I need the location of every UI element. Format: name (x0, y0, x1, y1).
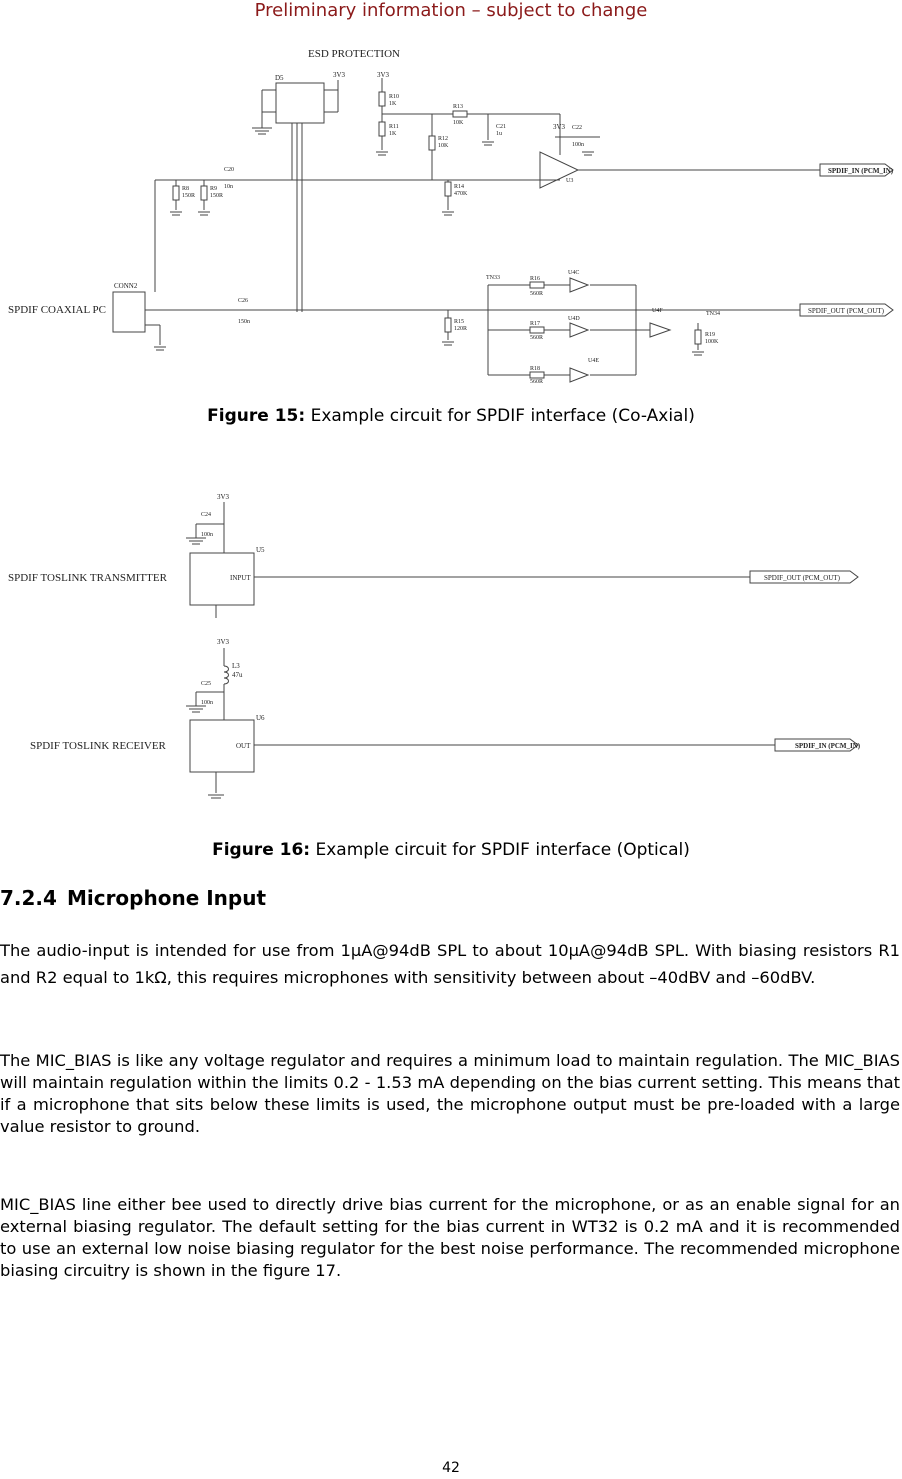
r12-label: R12 (438, 136, 449, 142)
r12-value: 10K (438, 143, 449, 149)
r8-value: 150R (182, 193, 196, 199)
page-number: 42 (442, 1460, 460, 1476)
figure-16-caption-text: Example circuit for SPDIF interface (Optical) (310, 840, 690, 860)
r15-label: R15 (454, 319, 465, 325)
c26-value: 150n (238, 319, 250, 325)
figure-16-caption (0, 840, 902, 860)
r17-value: 560R (530, 335, 544, 341)
c20-value: 10n (224, 184, 233, 190)
c20-label: C20 (224, 167, 235, 173)
receiver-label: SPDIF TOSLINK RECEIVER (30, 740, 166, 752)
c25-label: C25 (201, 681, 212, 687)
r14-label: R14 (454, 184, 465, 190)
r19-value: 100K (705, 339, 719, 345)
v3-label: 3V3 (217, 493, 230, 501)
tn34-label: TN34 (706, 311, 720, 317)
c25-value: 100n (201, 700, 213, 706)
u4f-label: U4F (652, 308, 663, 314)
paragraph: MIC_BIAS line either bee used to directly drive bias current for the microphone, or as an enable signal for an external biasing regulator. The default setting for the bias current in WT32 is 0.2 mA and it is recommended to use an external low noise biasing regulator for the best noise performance. The recommended microphone biasing circuitry is shown in the figure 17. (0, 1195, 900, 1280)
spdif-in-tag: SPDIF_IN (PCM_IN) (795, 742, 861, 750)
c26-label: C26 (238, 298, 249, 304)
u6-label: U6 (256, 714, 265, 722)
c22-value: 100n (572, 142, 584, 148)
v3-label: 3V3 (377, 71, 390, 79)
coax-label: SPDIF COAXIAL PC (8, 304, 107, 316)
conn2-label: CONN2 (114, 282, 138, 290)
section-heading (0, 886, 266, 910)
out-pin-label: OUT (236, 742, 251, 750)
esd-protection-label: ESD PROTECTION (308, 48, 400, 60)
u4d-label: U4D (568, 316, 580, 322)
r19-label: R19 (705, 332, 716, 338)
figure-15-schematic (0, 40, 902, 385)
tn33-label: TN33 (486, 275, 500, 281)
spdif-out-tag: SPDIF_OUT (PCM_OUT) (808, 307, 884, 315)
r13-label: R13 (453, 104, 464, 110)
v3-label: 3V3 (333, 71, 346, 79)
spdif-out-tag: SPDIF_OUT (PCM_OUT) (764, 574, 840, 582)
r10-label: R10 (389, 94, 400, 100)
paragraph: The MIC_BIAS is like any voltage regulator and requires a minimum load to maintain regulation. The MIC_BIAS will maintain regulation within the limits 0.2 - 1.53 mA depending on the bias current setting. This means that if a microphone that sits below these limits is used, the microphone output must be pre-loaded with a large value resistor to ground. (0, 1051, 900, 1136)
r14-value: 470K (454, 191, 468, 197)
l3-value: 47u (232, 671, 243, 679)
v3-label: 3V3 (553, 123, 566, 131)
r9-value: 150R (210, 193, 224, 199)
c22-label: C22 (572, 125, 583, 131)
r8-label: R8 (182, 186, 190, 192)
c24-label: C24 (201, 512, 212, 518)
figure-15-caption-text: Example circuit for SPDIF interface (Co-Axial) (305, 406, 695, 426)
figure-16-caption-label: Figure 16: (212, 840, 311, 860)
r18-value: 560R (530, 379, 544, 385)
u4c-label: U4C (568, 270, 580, 276)
d5-label: D5 (275, 74, 284, 82)
figure-15-caption (0, 406, 902, 426)
u5-label: U5 (256, 546, 265, 554)
spdif-in-tag: SPDIF_IN (PCM_IN) (828, 167, 894, 175)
section-title: Microphone Input (66, 886, 267, 910)
r11-label: R11 (389, 124, 399, 130)
c24-value: 100n (201, 532, 213, 538)
u3-label: U3 (566, 178, 574, 184)
r13-value: 10K (453, 120, 464, 126)
r16-label: R16 (530, 276, 541, 282)
l3-label: L3 (232, 662, 240, 670)
input-pin-label: INPUT (230, 574, 251, 582)
r18-label: R18 (530, 366, 541, 372)
r15-value: 120R (454, 326, 468, 332)
transmitter-label: SPDIF TOSLINK TRANSMITTER (8, 572, 167, 584)
c21-label: C21 (496, 124, 507, 130)
c21-value: 1u (496, 131, 502, 137)
r17-label: R17 (530, 321, 541, 327)
r11-value: 1K (389, 131, 397, 137)
v3-label: 3V3 (217, 638, 230, 646)
u4e-label: U4E (588, 358, 599, 364)
figure-16-schematic (0, 488, 902, 808)
paragraph: The audio-input is intended for use from 1μA@94dB SPL to about 10μA@94dB SPL. With biasing resistors R1 and R2 equal to 1kΩ, this requires microphones with sensitivity between about –40dBV and –60dBV. (0, 941, 900, 987)
page-header: Preliminary information – subject to change (254, 0, 648, 21)
r9-label: R9 (210, 186, 218, 192)
figure-15-caption-label: Figure 15: (207, 406, 306, 426)
section-number: 7.2.4 (0, 886, 57, 910)
r10-value: 1K (389, 101, 397, 107)
r16-value: 560R (530, 291, 544, 297)
